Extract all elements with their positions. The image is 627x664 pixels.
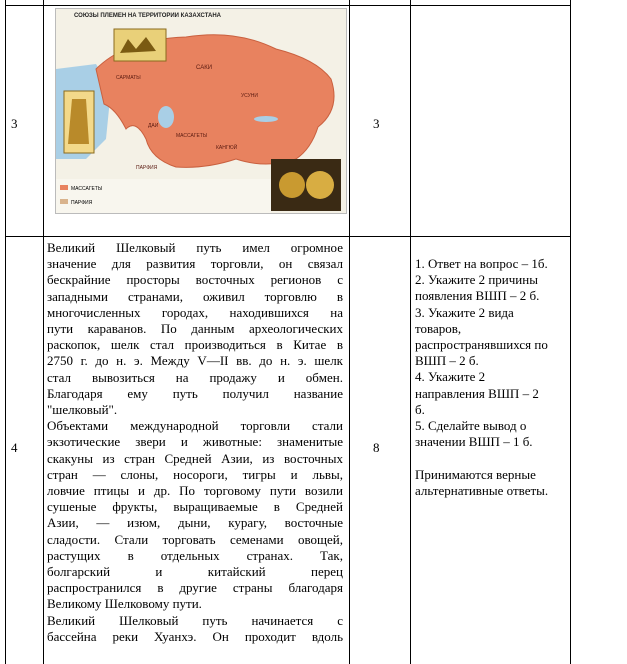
criteria-line: 4. Укажите 2 [415,369,486,385]
map-title: СОЮЗЫ ПЛЕМЕН НА ТЕРРИТОРИИ КАЗАХСТАНА [74,13,221,19]
text-line: Великий Шелковый путь начинается с [47,612,343,628]
map-legend [56,179,271,213]
text-line: скакуны из стран Средней Азии, из восточных [47,450,343,466]
text-line: бассейна реки Хуанхэ. Он проходит вдоль [47,628,343,644]
silk-road-text [47,240,343,645]
criteria-line: 5. Сделайте вывод о [415,418,527,434]
label-dahae: ДАИ [148,123,159,129]
text-line: болгарский и китайский перец [47,564,343,580]
balkhash-lake [254,116,278,122]
criteria-line: направления ВШП – 2 [415,385,539,401]
text-line: "шелковый". [47,402,118,418]
criteria-line: появления ВШП – 2 б. [415,288,540,304]
aral-sea [158,106,174,128]
criteria-line [415,450,567,466]
legend-swatch-parthia [60,199,68,204]
text-line: стран — слоны, носороги, тигры и львы, [47,466,343,482]
criteria-line: 2. Укажите 2 причины [415,272,538,288]
text-line: западными странами, оживил торговлю в [47,288,343,304]
text-line: бескрайние просторы восточных регионов с [47,272,343,288]
criteria-line: товаров, [415,320,462,336]
column-divider-score [410,0,411,664]
label-saka: САКИ [196,65,213,71]
text-line: распространился в другие страны благодаря [47,580,343,596]
text-line: Благодаря ему путь получил название [47,385,343,401]
criteria-line: 1. Ответ на вопрос – 1б. [415,256,548,271]
helmet-right [306,171,334,199]
text-line: раскопок, шелк стал производиться в Китае в [47,337,343,353]
label-usuns: УСУНИ [241,93,259,99]
legend-swatch-massagetae [60,185,68,190]
helmet-left [279,172,305,198]
criteria-line: альтернативные ответы. [415,482,549,498]
criteria-line: значении ВШП – 1 б. [415,434,533,450]
row-divider-middle [5,236,571,237]
text-line: Великий Шелковый путь имел огромное [47,240,343,255]
label-massagetae: МАССАГЕТЫ [176,133,208,139]
grading-criteria [415,256,567,499]
label-parthia: ПАРФИЯ [136,165,158,171]
tribal-unions-map [55,8,347,214]
label-kangju: КАНГЮЙ [216,145,238,151]
text-line: экзотические звери и животные: знаменитые [47,434,343,450]
row-score: 8 [373,440,380,455]
text-line: многочисленных городах, находившихся на [47,304,343,320]
row-number: 3 [11,116,18,131]
criteria-line: Принимаются верные [415,466,536,482]
text-line: сушеные фрукты, выращиваемые в Средней [47,499,343,515]
text-line: стал вывозиться на продажу и обмен. [47,369,343,385]
text-line: Азии, — изюм, дыни, курагу, восточные [47,515,343,531]
text-line: растущих в отдельных странах. Так, [47,547,343,563]
criteria-line: ВШП – 2 б. [415,353,479,369]
row-score: 3 [373,116,380,131]
criteria-line: 3. Укажите 2 вида [415,304,514,320]
text-line: Великому Шелковому пути. [47,596,202,612]
text-line: сладости. Стали торговать семенами овощей, [47,531,343,547]
table-border-right [570,0,571,664]
text-line: 2750 г. до н. э. Между V—II вв. до н. э. шелк [47,353,343,369]
assessment-table [5,0,571,664]
legend-massagetae: МАССАГЕТЫ [71,186,103,192]
text-line: Объектами международной торговли стали [47,418,343,434]
legend-parthia: ПАРФИЯ [71,200,93,206]
map-image [56,9,346,213]
label-sarmatians: САРМАТЫ [116,75,141,81]
column-divider-number [43,0,44,664]
text-line: значение для развития торговли, он связал [47,256,343,272]
column-divider-content [349,0,350,664]
criteria-line: б. [415,401,425,417]
text-line: пути караванов. По данным археологических [47,321,343,337]
row-number: 4 [11,440,18,455]
text-line: ловчие птицы и др. По торговому пути возили [47,483,343,499]
row-divider-top [5,5,571,6]
table-border-left [5,0,6,664]
criteria-line: распространявшихся по [415,337,548,353]
